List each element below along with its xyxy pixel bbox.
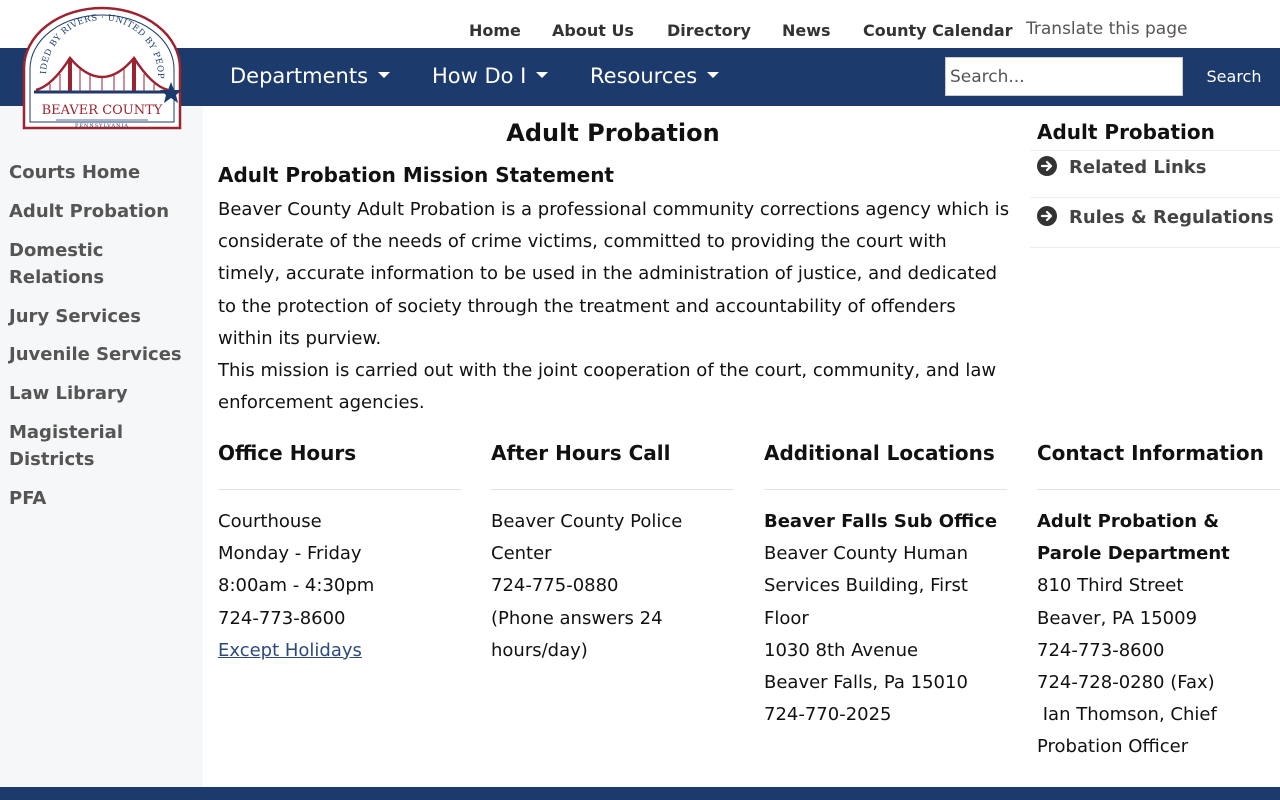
mission-heading: Adult Probation Mission Statement xyxy=(218,163,614,187)
related-links-label: Related Links xyxy=(1069,157,1207,178)
menu-how-do-i-label: How Do I xyxy=(432,64,527,88)
sidebar-item-juvenile-services[interactable]: Juvenile Services xyxy=(9,344,182,365)
sub-office-name: Beaver Falls Sub Office xyxy=(764,511,998,532)
rules-regulations-label: Rules & Regulations xyxy=(1069,207,1274,228)
office-hours-phone: 724-773-8600 xyxy=(218,607,346,629)
office-hours-section xyxy=(218,441,461,667)
chevron-down-icon xyxy=(536,72,548,78)
rail-title: Adult Probation xyxy=(1037,120,1215,144)
office-hours-line: 8:00am - 4:30pm xyxy=(218,575,375,597)
nav-directory-link[interactable]: Directory xyxy=(667,21,751,40)
nav-home-link[interactable]: Home xyxy=(469,21,521,40)
office-hours-line: Monday - Friday xyxy=(218,543,362,565)
sidebar-item-courts-home[interactable]: Courts Home xyxy=(9,162,141,183)
divider xyxy=(218,489,461,490)
search-input[interactable] xyxy=(945,57,1183,96)
logo-state: PENNSYLVANIA xyxy=(74,123,130,129)
divider xyxy=(1030,247,1280,248)
contact-line: Beaver, PA 15009 xyxy=(1037,607,1198,629)
except-holidays-link[interactable]: Except Holidays xyxy=(218,639,362,661)
location-phone: 724-770-2025 xyxy=(764,704,892,726)
chevron-down-icon xyxy=(378,72,390,78)
contact-fax: 724-728-0280 (Fax) xyxy=(1037,672,1215,694)
menu-departments-label: Departments xyxy=(230,64,369,88)
after-hours-section xyxy=(491,441,734,667)
nav-about-link[interactable]: About Us xyxy=(552,21,634,40)
nav-calendar-link[interactable]: County Calendar xyxy=(863,21,1013,40)
utility-nav xyxy=(0,0,1280,48)
translate-link[interactable]: Translate this page xyxy=(1026,19,1188,39)
after-hours-line: Beaver County Police Center xyxy=(491,511,683,565)
search-button[interactable]: Search xyxy=(1194,57,1274,96)
menu-how-do-i[interactable] xyxy=(432,64,548,88)
contact-heading: Contact Information xyxy=(1037,441,1264,465)
additional-locations-section xyxy=(764,441,1007,731)
sidebar-item-magisterial-districts[interactable]: Magisterial Districts xyxy=(9,422,124,470)
contact-line: 810 Third Street xyxy=(1037,575,1184,597)
divider xyxy=(764,489,1007,490)
related-links-link[interactable] xyxy=(1037,157,1207,178)
sidebar-item-adult-probation[interactable]: Adult Probation xyxy=(9,201,170,222)
office-hours-heading: Office Hours xyxy=(218,441,357,465)
contact-section xyxy=(1037,441,1280,764)
page-title: Adult Probation xyxy=(506,119,720,147)
main-nav xyxy=(0,48,1280,106)
sidebar-item-pfa[interactable]: PFA xyxy=(9,488,47,509)
sidebar-item-jury-services[interactable]: Jury Services xyxy=(9,306,141,327)
arrow-right-circle-icon xyxy=(1037,206,1057,226)
contact-department: Adult Probation & Parole Department xyxy=(1037,511,1230,565)
location-line: Beaver Falls, Pa 15010 xyxy=(764,672,968,694)
additional-locations-heading: Additional Locations xyxy=(764,441,995,465)
office-hours-line: Courthouse xyxy=(218,511,322,532)
location-line: 1030 8th Avenue xyxy=(764,639,919,661)
menu-resources[interactable] xyxy=(590,64,719,88)
sidebar-item-domestic-relations[interactable]: Domestic Relations xyxy=(9,240,105,288)
menu-departments[interactable] xyxy=(230,64,390,88)
mission-statement xyxy=(218,194,1013,419)
contact-phone: 724-773-8600 xyxy=(1037,639,1165,661)
after-hours-line: (Phone answers 24 hours/day) xyxy=(491,607,663,661)
menu-resources-label: Resources xyxy=(590,64,698,88)
beaver-county-logo[interactable] xyxy=(22,6,182,130)
after-hours-heading: After Hours Call xyxy=(491,441,671,465)
divider xyxy=(1030,150,1280,151)
sidebar-item-law-library[interactable]: Law Library xyxy=(9,383,128,404)
mission-paragraph: This mission is carried out with the joint cooperation of the court, community, and law enforcement agencies. xyxy=(218,360,997,414)
divider xyxy=(1037,489,1280,490)
chevron-down-icon xyxy=(707,72,719,78)
logo-name: BEAVER COUNTY xyxy=(41,103,163,118)
mission-paragraph: Beaver County Adult Probation is a professional community corrections agency which is considerate of the needs of crime victims, committed to providing the court with timely, accurate information to be used in the administration of justice, and dedicated to the protection of society through the treatment and accountability of offenders within its purview. xyxy=(218,199,1010,349)
location-line: Beaver County Human Services Building, First Floor xyxy=(764,543,969,629)
divider xyxy=(1030,197,1280,198)
nav-news-link[interactable]: News xyxy=(782,21,831,40)
arrow-right-circle-icon xyxy=(1037,156,1057,176)
contact-officer: Ian Thomson, Chief Probation Officer xyxy=(1037,704,1223,758)
footer-bar xyxy=(0,787,1280,800)
divider xyxy=(491,489,734,490)
after-hours-phone: 724-775-0880 xyxy=(491,575,619,597)
logo-motto: IDED BY RIVERS · UNITED BY PEOP xyxy=(39,12,166,80)
rules-regulations-link[interactable] xyxy=(1037,207,1274,228)
